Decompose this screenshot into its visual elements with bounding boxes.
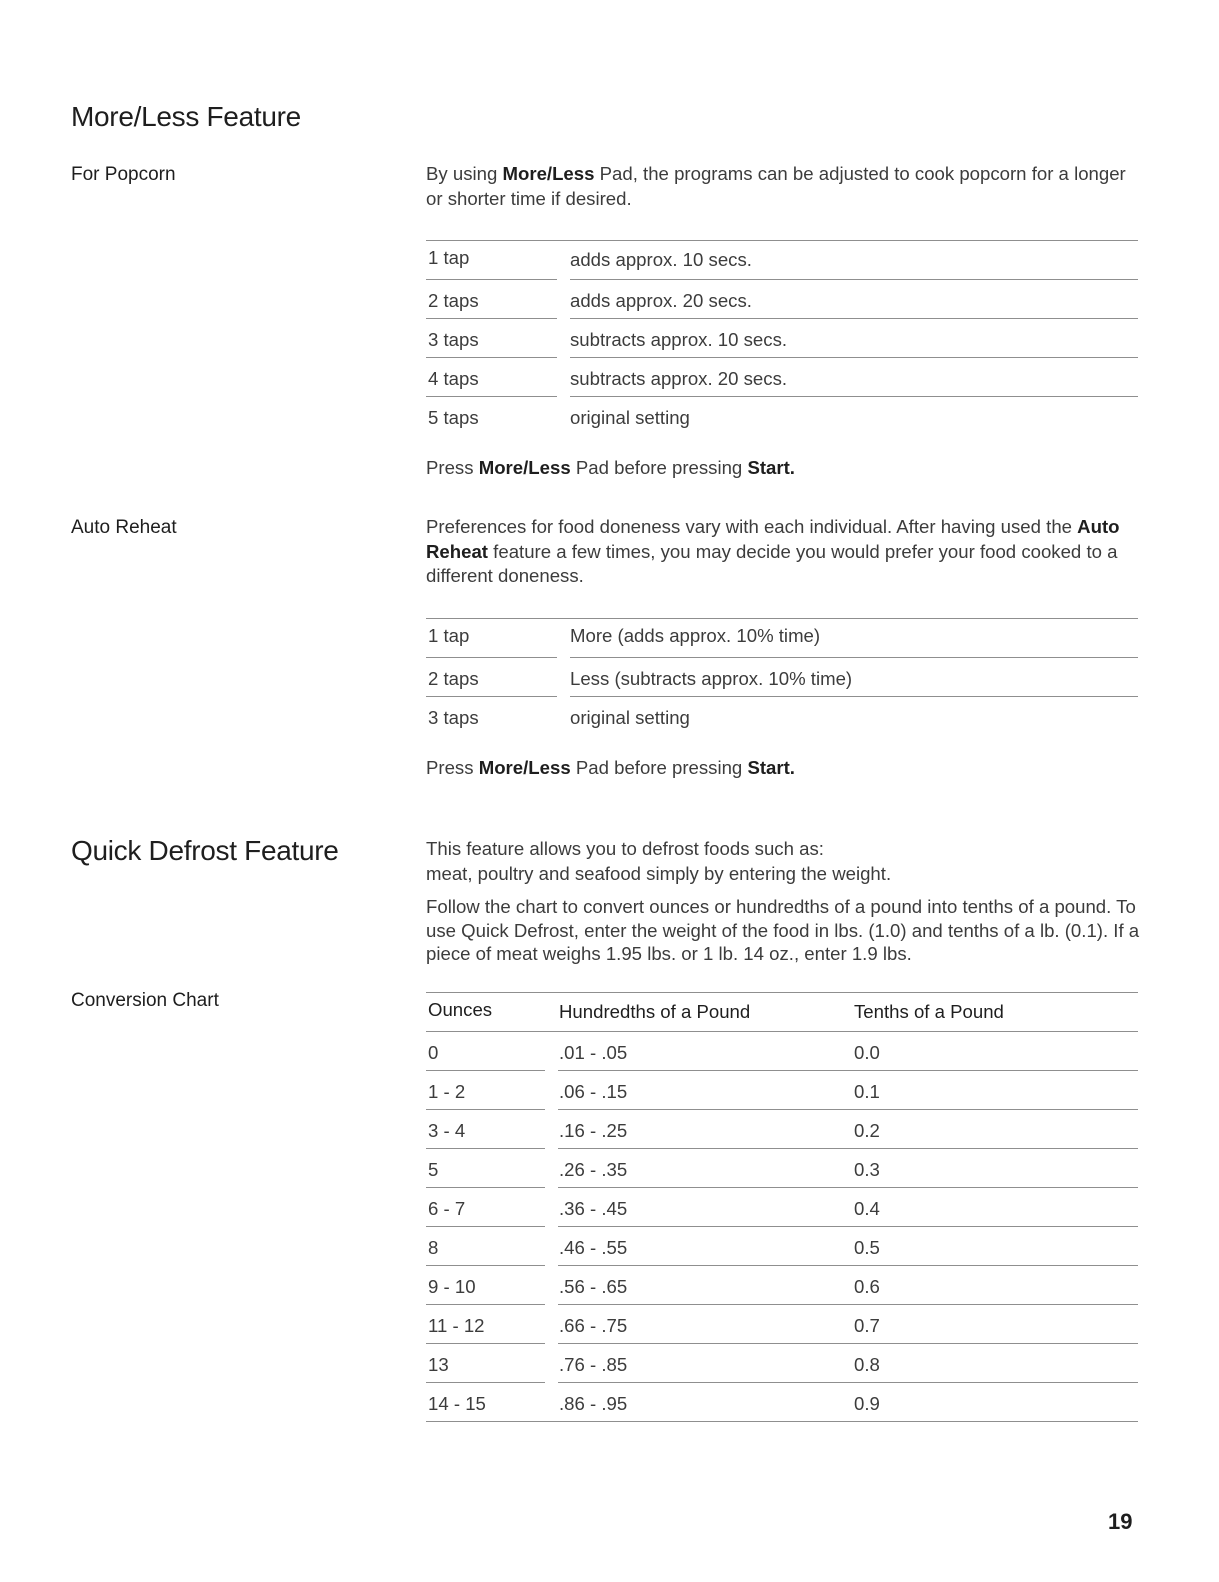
defrost-intro-line-1: This feature allows you to defrost foods such as: xyxy=(426,838,824,859)
tenths-cell: 0.3 xyxy=(854,1159,880,1180)
taps-cell: 2 taps xyxy=(428,290,479,311)
taps-cell: 3 taps xyxy=(428,329,479,350)
table-row xyxy=(426,1266,1138,1305)
label-for-popcorn: For Popcorn xyxy=(71,164,176,185)
table-row xyxy=(426,358,1138,397)
press-text-1: Press xyxy=(426,457,479,478)
header-tenths: Tenths of a Pound xyxy=(854,1001,1004,1022)
table-row xyxy=(426,1071,1138,1110)
tenths-cell: 0.8 xyxy=(854,1354,880,1375)
reheat-intro-text-1: Preferences for food doneness vary with each individual. After having used the xyxy=(426,516,1078,537)
tenths-cell: 0.6 xyxy=(854,1276,880,1297)
table-row xyxy=(426,1110,1138,1149)
tenths-cell: 0.9 xyxy=(854,1393,880,1414)
popcorn-table xyxy=(426,240,1138,436)
table-row xyxy=(426,1032,1138,1071)
taps-cell: 1 tap xyxy=(428,625,470,646)
hundredths-cell: .26 - .35 xyxy=(559,1159,628,1180)
section-title-more-less: More/Less Feature xyxy=(71,101,301,132)
reheat-press-instruction xyxy=(426,757,795,779)
press-text-1: Press xyxy=(426,757,479,778)
label-conversion-chart: Conversion Chart xyxy=(71,990,219,1011)
hundredths-cell: .46 - .55 xyxy=(559,1237,628,1258)
taps-cell: 4 taps xyxy=(428,368,479,389)
taps-cell: 3 taps xyxy=(428,707,479,728)
row-divider xyxy=(426,1421,1138,1422)
popcorn-intro-text-1: By using xyxy=(426,163,503,184)
press-start: Start. xyxy=(747,757,795,778)
table-row xyxy=(426,1305,1138,1344)
popcorn-press-instruction xyxy=(426,457,795,479)
header-ounces: Ounces xyxy=(428,999,493,1020)
reheat-intro-bold: Auto Reheat xyxy=(426,516,1120,562)
ounces-cell: 13 xyxy=(428,1354,449,1375)
conversion-table xyxy=(426,992,1138,1422)
press-start: Start. xyxy=(747,457,795,478)
page-number: 19 xyxy=(1108,1509,1133,1534)
ounces-cell: 5 xyxy=(428,1159,439,1180)
table-row xyxy=(426,1149,1138,1188)
taps-cell: 2 taps xyxy=(428,668,479,689)
reheat-table xyxy=(426,618,1138,736)
section-title-quick-defrost: Quick Defrost Feature xyxy=(71,835,339,866)
taps-cell: 1 tap xyxy=(428,247,470,268)
table-row xyxy=(426,619,1138,658)
table-row xyxy=(426,319,1138,358)
ounces-cell: 14 - 15 xyxy=(428,1393,486,1414)
hundredths-cell: .16 - .25 xyxy=(559,1120,628,1141)
table-row xyxy=(426,280,1138,319)
hundredths-cell: .86 - .95 xyxy=(559,1393,628,1414)
table-row xyxy=(426,697,1138,736)
table-row xyxy=(426,1344,1138,1383)
popcorn-intro-text-2: Pad, the programs can be adjusted to cook popcorn for a longer or shorter time if desired. xyxy=(426,163,1126,209)
label-auto-reheat: Auto Reheat xyxy=(71,517,177,538)
effect-cell: More (adds approx. 10% time) xyxy=(570,625,821,646)
defrost-instructions: Follow the chart to convert ounces or hundredths of a pound into tenths of a pound. To use Quick Defrost, enter the weight of the food in lbs. (1.0) and tenths of a lb. (0.1). If a piece of meat weighs 1.95 lbs. or 1 lb. 14 oz., enter 1.9 lbs. xyxy=(426,896,1140,964)
ounces-cell: 8 xyxy=(428,1237,439,1258)
table-header-row xyxy=(426,993,1138,1032)
tenths-cell: 0.1 xyxy=(854,1081,880,1102)
ounces-cell: 3 - 4 xyxy=(428,1120,466,1141)
tenths-cell: 0.4 xyxy=(854,1198,880,1219)
table-row xyxy=(426,1383,1138,1422)
effect-cell: adds approx. 20 secs. xyxy=(570,290,752,311)
hundredths-cell: .66 - .75 xyxy=(559,1315,628,1336)
popcorn-intro-bold: More/Less xyxy=(502,163,595,184)
effect-cell: original setting xyxy=(570,707,690,728)
defrost-intro xyxy=(426,837,1146,886)
hundredths-cell: .01 - .05 xyxy=(559,1042,628,1063)
ounces-cell: 6 - 7 xyxy=(428,1198,466,1219)
table-row xyxy=(426,397,1138,436)
tenths-cell: 0.7 xyxy=(854,1315,880,1336)
effect-cell: subtracts approx. 20 secs. xyxy=(570,368,788,389)
table-row xyxy=(426,1188,1138,1227)
tenths-cell: 0.2 xyxy=(854,1120,880,1141)
press-bold: More/Less xyxy=(478,757,571,778)
tenths-cell: 0.5 xyxy=(854,1237,880,1258)
hundredths-cell: .06 - .15 xyxy=(559,1081,628,1102)
effect-cell: subtracts approx. 10 secs. xyxy=(570,329,788,350)
hundredths-cell: .76 - .85 xyxy=(559,1354,628,1375)
reheat-intro-text-2: feature a few times, you may decide you would prefer your food cooked to a different doneness. xyxy=(426,540,1118,587)
popcorn-intro xyxy=(426,162,1146,211)
ounces-cell: 11 - 12 xyxy=(428,1315,485,1336)
hundredths-cell: .36 - .45 xyxy=(559,1198,628,1219)
tenths-cell: 0.0 xyxy=(854,1042,880,1063)
table-row xyxy=(426,241,1138,280)
effect-cell: adds approx. 10 secs. xyxy=(570,249,752,270)
hundredths-cell: .56 - .65 xyxy=(559,1276,628,1297)
table-row xyxy=(426,658,1138,697)
table-row xyxy=(426,1227,1138,1266)
effect-cell: original setting xyxy=(570,407,690,428)
press-text-2: Pad before pressing xyxy=(570,457,748,478)
taps-cell: 5 taps xyxy=(428,407,479,428)
ounces-cell: 9 - 10 xyxy=(428,1276,476,1297)
press-text-2: Pad before pressing xyxy=(570,757,748,778)
press-bold: More/Less xyxy=(478,457,571,478)
effect-cell: Less (subtracts approx. 10% time) xyxy=(570,668,853,689)
header-hundredths: Hundredths of a Pound xyxy=(559,1001,751,1022)
reheat-intro xyxy=(426,515,1146,589)
defrost-intro-line-2: meat, poultry and seafood simply by entering the weight. xyxy=(426,862,892,884)
ounces-cell: 0 xyxy=(428,1042,439,1063)
ounces-cell: 1 - 2 xyxy=(428,1081,466,1102)
